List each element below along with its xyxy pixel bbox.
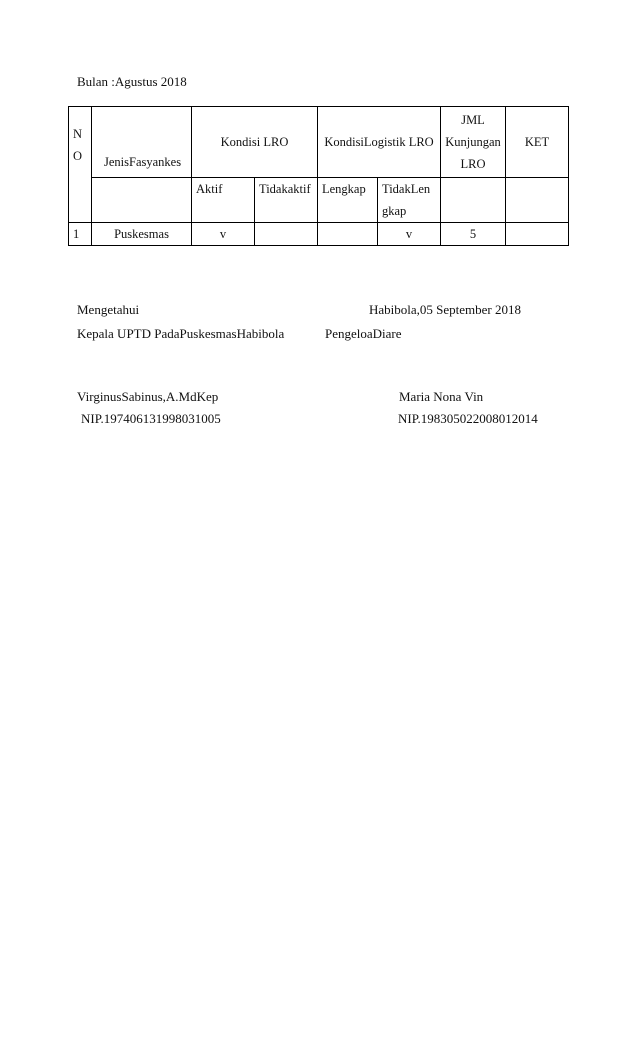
header-ket: KET xyxy=(506,107,569,178)
right-place-date: Habibola,05 September 2018 xyxy=(369,302,521,317)
right-signer-nip: NIP.198305022008012014 xyxy=(398,411,538,426)
cell-ket xyxy=(506,223,569,246)
subheader-ket-empty xyxy=(506,178,569,223)
subheader-tidakaktif: Tidakaktif xyxy=(255,178,318,223)
header-jml-line2: Kunjungan xyxy=(445,135,501,149)
left-signer-nip: NIP.197406131998031005 xyxy=(81,411,221,426)
table-row xyxy=(69,223,569,246)
header-no xyxy=(69,107,92,223)
cell-tidaklengkap: v xyxy=(378,223,441,246)
header-jml-kunjungan xyxy=(441,107,506,178)
subheader-aktif: Aktif xyxy=(192,178,255,223)
subheader-tidaklengkap xyxy=(378,178,441,223)
header-no-top: N xyxy=(73,127,83,141)
subheader-jenis-empty xyxy=(92,178,192,223)
cell-jml: 5 xyxy=(441,223,506,246)
header-jenis-label: JenisFasyankes xyxy=(104,155,182,169)
cell-jenis: Puskesmas xyxy=(92,223,192,246)
subheader-jml-empty xyxy=(441,178,506,223)
header-jenis-fasyankes xyxy=(92,107,192,178)
left-signer-title: Kepala UPTD PadaPuskesmasHabibola xyxy=(77,326,285,341)
cell-aktif: v xyxy=(192,223,255,246)
header-kondisi-lro: Kondisi LRO xyxy=(192,107,318,178)
left-signer-name: VirginusSabinus,A.MdKep xyxy=(77,389,219,404)
subheader-tidaklengkap-line2: gkap xyxy=(382,204,407,218)
subheader-tidaklengkap-line1: TidakLen xyxy=(382,182,431,196)
table-subheader-row xyxy=(69,178,569,223)
right-signer-name: Maria Nona Vin xyxy=(399,389,484,404)
header-kondisi-logistik: KondisiLogistik LRO xyxy=(318,107,441,178)
cell-tidakaktif xyxy=(255,223,318,246)
cell-no: 1 xyxy=(69,223,92,246)
header-jml-line1: JML xyxy=(461,113,485,127)
right-signer-title: PengeloaDiare xyxy=(325,326,402,341)
left-acknowledge: Mengetahui xyxy=(77,302,140,317)
subheader-lengkap: Lengkap xyxy=(318,178,378,223)
report-month: Bulan :Agustus 2018 xyxy=(77,74,187,89)
lro-report-table xyxy=(68,106,569,246)
table-header-row xyxy=(69,107,569,178)
header-jml-line3: LRO xyxy=(460,157,486,171)
header-no-bottom: O xyxy=(73,149,83,163)
cell-lengkap xyxy=(318,223,378,246)
